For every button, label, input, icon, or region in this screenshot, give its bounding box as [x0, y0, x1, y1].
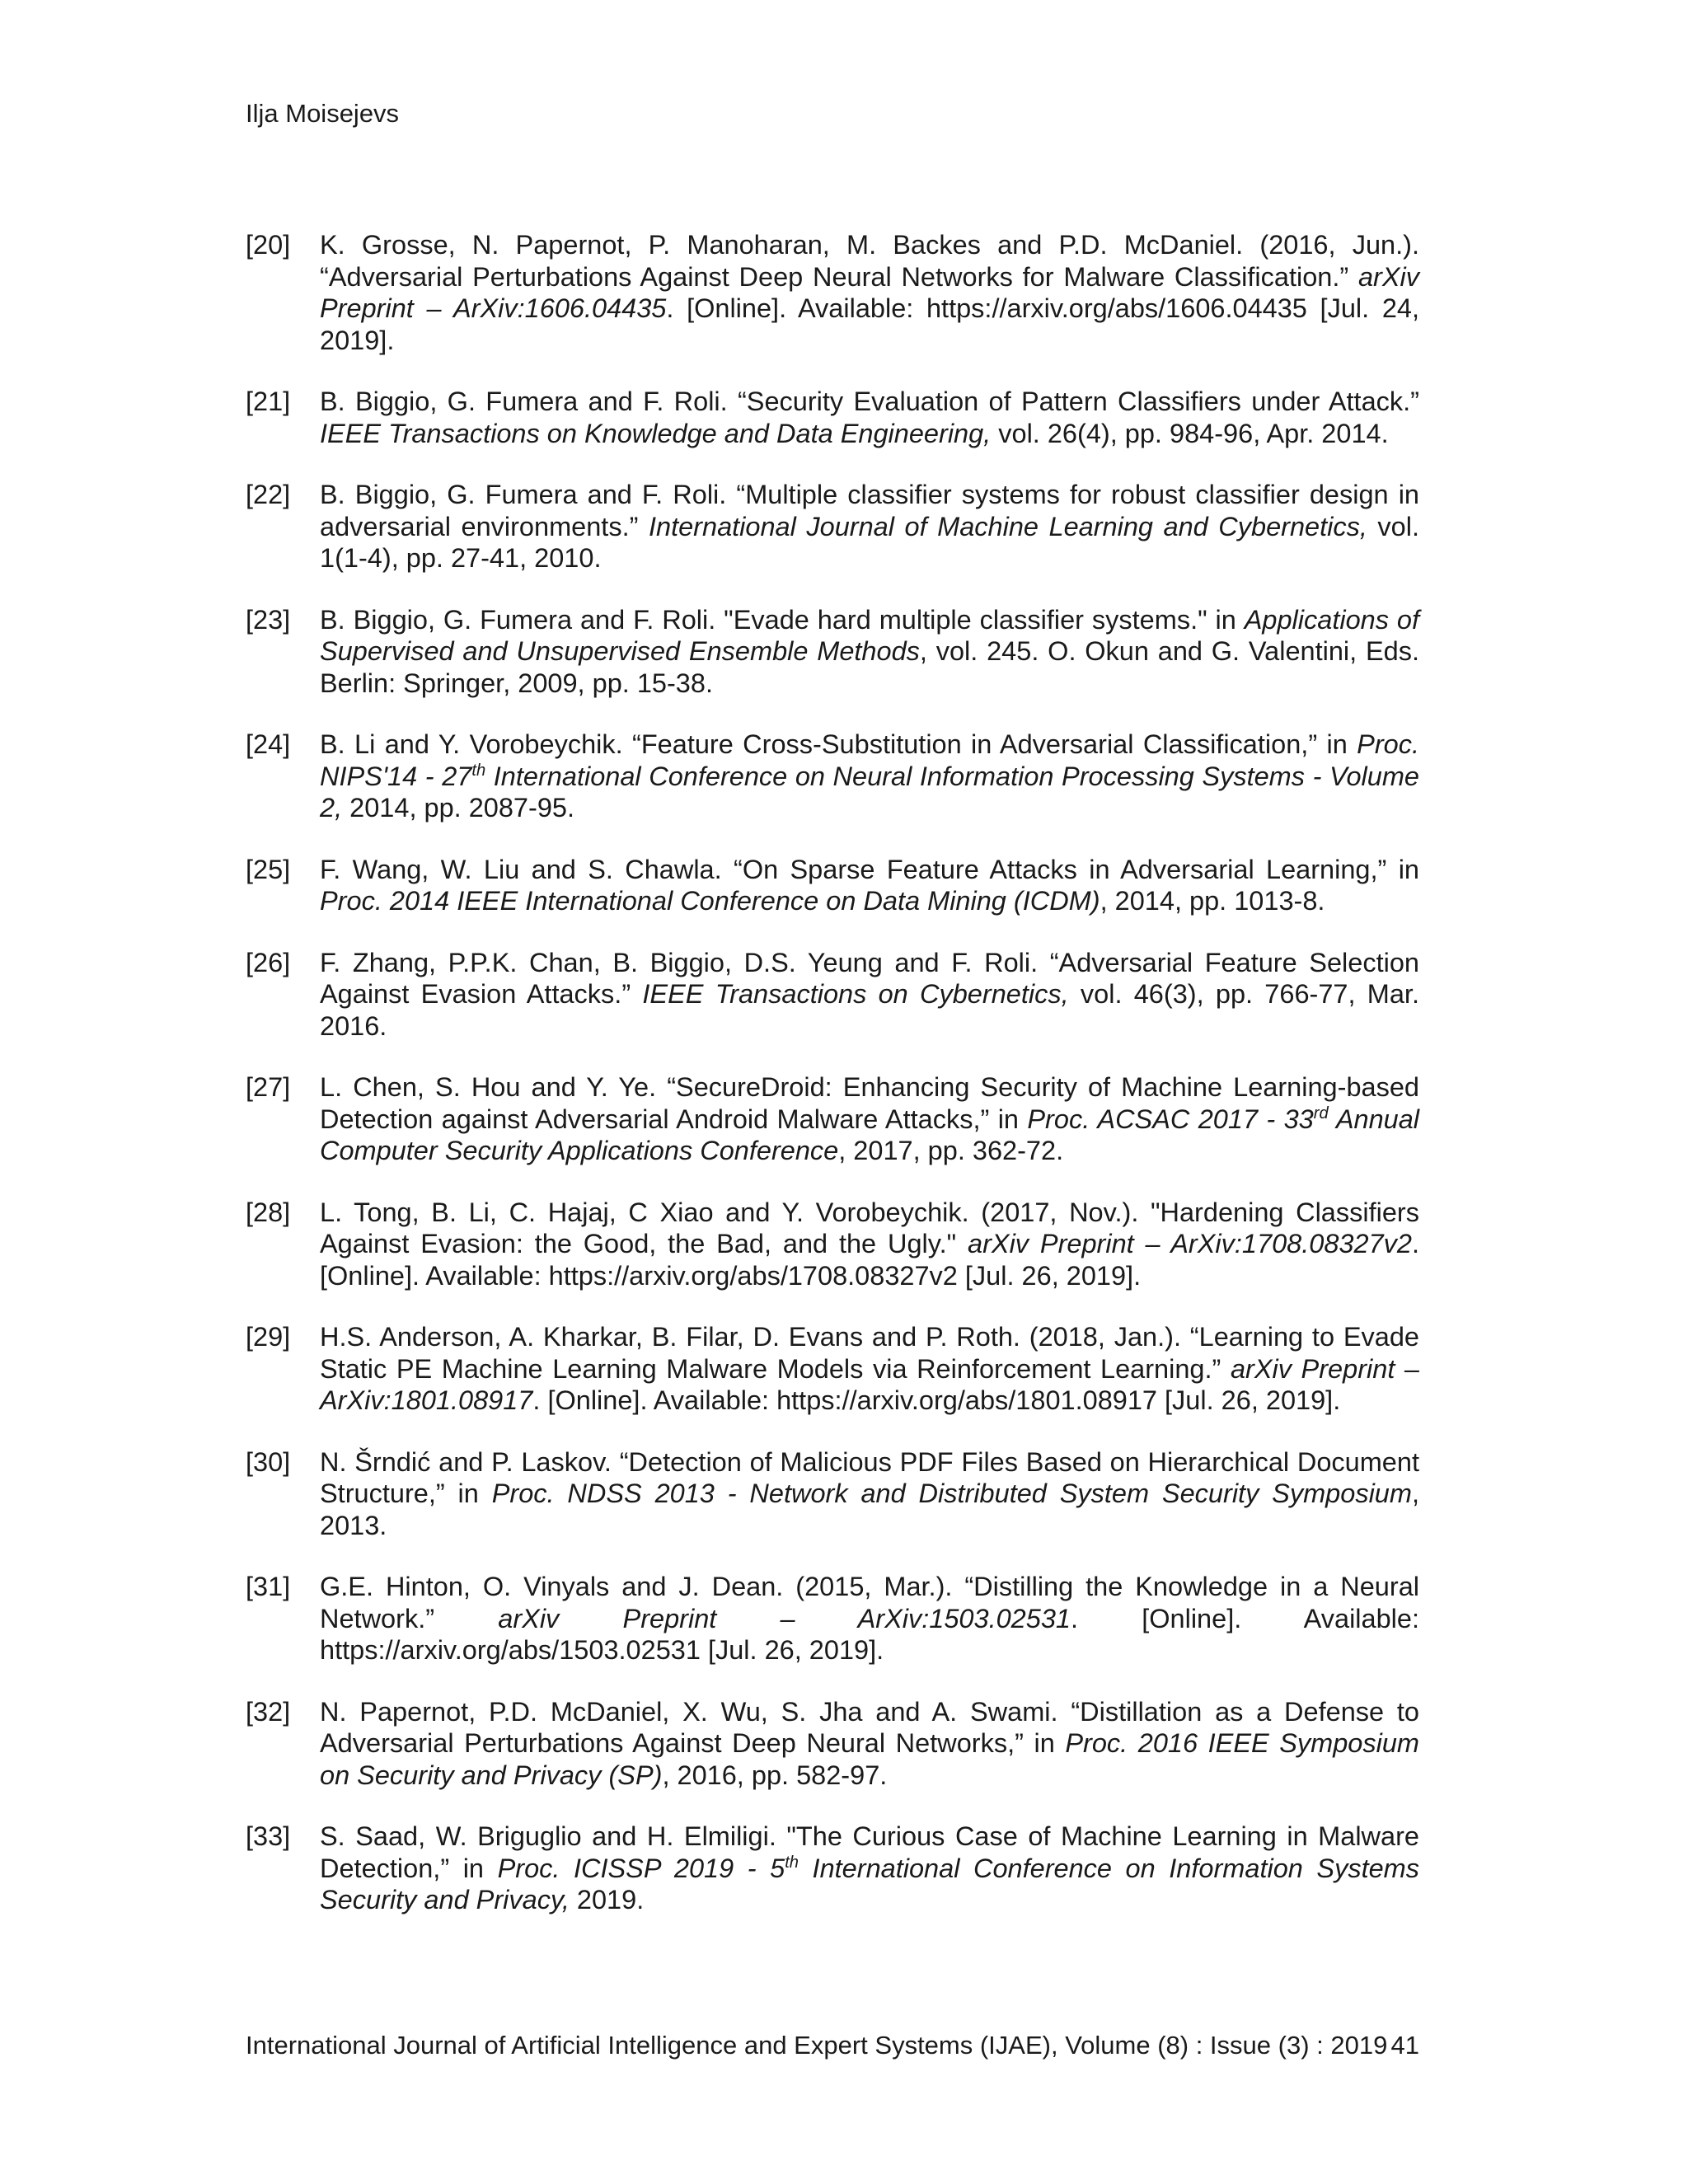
reference-segment: vol. 46(3), pp. 766-77, Mar. 2016. — [320, 979, 1419, 1041]
reference-entry — [246, 1321, 1419, 1417]
reference-segment: L. Chen, S. Hou and Y. Ye. “SecureDroid: Enhancing Security of Machine Learning-based Detection against Adversarial Android Malware Attacks,” in — [320, 1072, 1419, 1134]
reference-entry — [246, 479, 1419, 574]
reference-list — [246, 229, 1419, 1946]
reference-superscript: th — [471, 761, 486, 780]
reference-italic-segment: Applications of Supervised and Unsupervised Ensemble Methods — [320, 604, 1419, 666]
reference-text — [320, 729, 1419, 824]
reference-segment: , 2013. — [320, 1479, 1419, 1540]
reference-text — [320, 1071, 1419, 1167]
reference-number: [30] — [246, 1446, 291, 1477]
reference-italic-segment: Proc. ACSAC 2017 - 33 — [1027, 1104, 1314, 1134]
reference-italic-segment: Proc. 2014 IEEE International Conference on Data Mining (ICDM) — [320, 886, 1100, 916]
reference-segment: G.E. Hinton, O. Vinyals and J. Dean. (2015, Mar.). “Distilling the Knowledge in a Neural Network.” — [320, 1572, 1419, 1633]
reference-segment: F. Wang, W. Liu and S. Chawla. “On Sparse Feature Attacks in Adversarial Learning,” in — [320, 854, 1419, 884]
reference-italic-segment: Proc. ICISSP 2019 - 5 — [497, 1853, 785, 1883]
reference-italic-segment: arXiv Preprint – ArXiv:1606.04435 — [320, 261, 1419, 323]
reference-text — [320, 386, 1419, 449]
reference-text — [320, 229, 1419, 356]
reference-number: [26] — [246, 947, 291, 977]
page-number: 41 — [1390, 2031, 1419, 2060]
reference-entry — [246, 947, 1419, 1043]
reference-italic-segment: IEEE Transactions on Cybernetics, — [642, 979, 1069, 1009]
reference-segment: . [Online]. Available: https://arxiv.org/abs/1708.08327v2 [Jul. 26, 2019]. — [320, 1229, 1419, 1291]
reference-text — [320, 1571, 1419, 1666]
reference-entry — [246, 1571, 1419, 1666]
reference-italic-segment: Proc. NDSS 2013 - Network and Distributed System Security Symposium — [491, 1479, 1412, 1508]
reference-number: [27] — [246, 1072, 291, 1102]
reference-segment: S. Saad, W. Briguglio and H. Elmiligi. "The Curious Case of Machine Learning in Malware Detection,” in — [320, 1821, 1419, 1883]
reference-italic-segment: International Journal of Machine Learning and Cybernetics, — [648, 511, 1367, 541]
reference-italic-segment: IEEE Transactions on Knowledge and Data Engineering, — [320, 418, 992, 448]
reference-italic-segment: arXiv Preprint – ArXiv:1801.08917 — [320, 1353, 1419, 1415]
reference-segment: B. Li and Y. Vorobeychik. “Feature Cross-Substitution in Adversarial Classification,” in — [320, 729, 1357, 759]
reference-number: [33] — [246, 1821, 291, 1851]
reference-number: [20] — [246, 230, 291, 260]
reference-segment: , 2014, pp. 1013-8. — [1100, 886, 1325, 916]
reference-segment: H.S. Anderson, A. Kharkar, B. Filar, D. Evans and P. Roth. (2018, Jan.). “Learning to Evade Static PE Machine Learning Malware Models via Reinforcement Learning.” — [320, 1322, 1419, 1384]
reference-text — [320, 604, 1419, 700]
reference-number: [28] — [246, 1197, 291, 1227]
reference-segment: B. Biggio, G. Fumera and F. Roli. "Evade hard multiple classifier systems." in — [320, 604, 1245, 635]
reference-segment: B. Biggio, G. Fumera and F. Roli. “Security Evaluation of Pattern Classifiers under Attack.” — [320, 387, 1419, 416]
reference-italic-segment: International Conference on Neural Information Processing Systems - Volume 2, — [320, 761, 1419, 823]
reference-number: [31] — [246, 1572, 291, 1601]
reference-segment: N. Šrndić and P. Laskov. “Detection of Malicious PDF Files Based on Hierarchical Document Structure,” in — [320, 1446, 1419, 1508]
reference-text — [320, 1446, 1419, 1542]
reference-number: [23] — [246, 604, 291, 635]
reference-entry — [246, 229, 1419, 356]
reference-text — [320, 1696, 1419, 1792]
reference-italic-segment: arXiv Preprint – ArXiv:1708.08327v2 — [968, 1229, 1412, 1258]
reference-italic-segment: Proc. 2016 IEEE Symposium on Security and Privacy (SP) — [320, 1728, 1419, 1790]
reference-segment: . [Online]. Available: https://arxiv.org/abs/1606.04435 [Jul. 24, 2019]. — [320, 293, 1419, 355]
reference-text — [320, 1321, 1419, 1417]
reference-italic-segment: International Conference on Information Systems Security and Privacy, — [320, 1853, 1419, 1915]
reference-number: [32] — [246, 1696, 291, 1727]
reference-segment: , 2016, pp. 582-97. — [662, 1760, 888, 1790]
reference-text — [320, 1821, 1419, 1916]
reference-entry — [246, 1696, 1419, 1792]
reference-segment: 2014, pp. 2087-95. — [342, 793, 575, 823]
reference-entry — [246, 1197, 1419, 1292]
reference-text — [320, 854, 1419, 917]
reference-segment: . [Online]. Available: https://arxiv.org/abs/1503.02531 [Jul. 26, 2019]. — [320, 1603, 1419, 1665]
reference-entry — [246, 1446, 1419, 1542]
reference-segment: N. Papernot, P.D. McDaniel, X. Wu, S. Jha and A. Swami. “Distillation as a Defense to Adversarial Perturbations Against Deep Neural Networks,” in — [320, 1696, 1419, 1758]
reference-superscript: th — [785, 1853, 799, 1872]
reference-segment: vol. 1(1-4), pp. 27-41, 2010. — [320, 511, 1420, 573]
reference-segment: 2019. — [569, 1885, 645, 1915]
running-head-author: Ilja Moisejevs — [246, 99, 400, 128]
reference-entry — [246, 386, 1419, 449]
reference-entry — [246, 854, 1419, 917]
reference-text — [320, 947, 1419, 1043]
reference-segment: F. Zhang, P.P.K. Chan, B. Biggio, D.S. Yeung and F. Roli. “Adversarial Feature Selection Against Evasion Attacks.” — [320, 947, 1419, 1009]
reference-segment: vol. 26(4), pp. 984-96, Apr. 2014. — [991, 418, 1389, 448]
reference-segment: L. Tong, B. Li, C. Hajaj, C Xiao and Y. Vorobeychik. (2017, Nov.). "Hardening Classifiers Against Evasion: the Good, the Bad, and the Ugly." — [320, 1197, 1419, 1258]
reference-italic-segment: Annual Computer Security Applications Conference — [320, 1104, 1420, 1165]
reference-superscript: rd — [1313, 1104, 1329, 1122]
footer-journal-citation: International Journal of Artificial Intelligence and Expert Systems (IJAE), Volume (8) : Issue (3) : 2019 — [246, 2031, 1388, 2060]
reference-entry — [246, 604, 1419, 700]
reference-entry — [246, 1821, 1419, 1916]
reference-entry — [246, 729, 1419, 824]
reference-italic-segment: Proc. NIPS'14 - 27 — [320, 729, 1419, 791]
reference-segment: . [Online]. Available: https://arxiv.org/abs/1801.08917 [Jul. 26, 2019]. — [532, 1385, 1341, 1415]
reference-italic-segment: arXiv Preprint – ArXiv:1503.02531 — [498, 1603, 1071, 1633]
reference-number: [21] — [246, 387, 291, 416]
reference-number: [22] — [246, 480, 291, 509]
reference-entry — [246, 1071, 1419, 1167]
reference-number: [29] — [246, 1322, 291, 1352]
reference-segment: B. Biggio, G. Fumera and F. Roli. “Multiple classifier systems for robust classifier design in adversarial environments.” — [320, 480, 1419, 541]
reference-number: [24] — [246, 729, 291, 759]
reference-text — [320, 479, 1419, 574]
reference-text — [320, 1197, 1419, 1292]
reference-segment: , vol. 245. O. Okun and G. Valentini, Eds. Berlin: Springer, 2009, pp. 15-38. — [320, 636, 1419, 698]
reference-number: [25] — [246, 854, 291, 884]
reference-segment: K. Grosse, N. Papernot, P. Manoharan, M. Backes and P.D. McDaniel. (2016, Jun.). “Adversarial Perturbations Against Deep Neural Networks for Malware Classification.” — [320, 230, 1419, 292]
reference-segment: , 2017, pp. 362-72. — [838, 1136, 1064, 1165]
